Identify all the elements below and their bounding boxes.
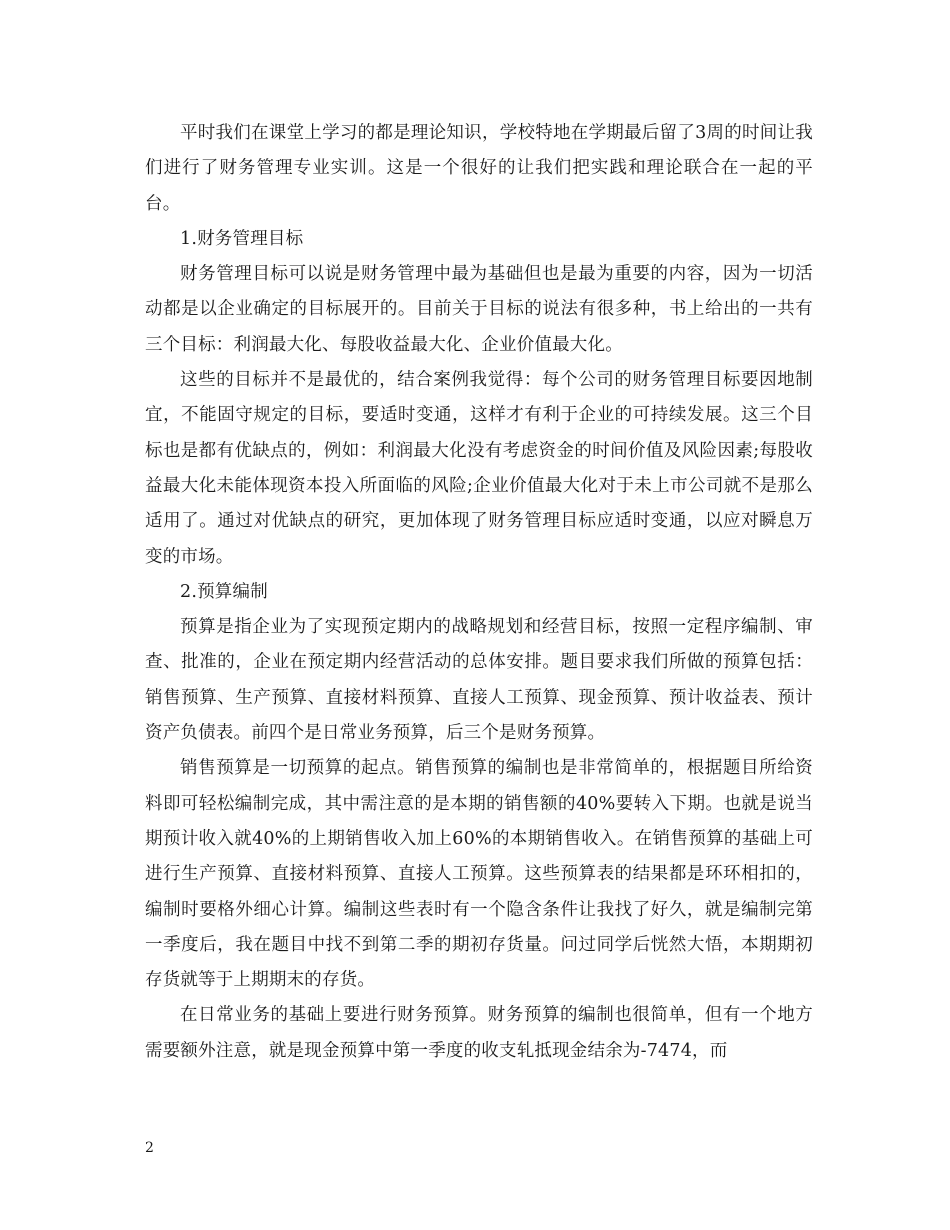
section-heading-financial-goal: 1.财务管理目标 [180, 228, 304, 249]
document-body [145, 116, 813, 1069]
paragraph-financial-goal: 财务管理目标可以说是财务管理中最为基础但也是最为重要的内容，因为一切活动都是以企业确定的目标展开的。目前关于目标的说法有很多种，书上给出的一共有三个目标：利润最大化、每股收益最大化、企业价值最大化。 [145, 264, 813, 355]
paragraph-budget-definition: 预算是指企业为了实现预定期内的战略规划和经营目标，按照一定程序编制、审查、批准的，企业在预定期内经营活动的总体安排。题目要求我们所做的预算包括：销售预算、生产预算、直接材料预算、直接人工预算、现金预算、预计收益表、预计资产负债表。前四个是日常业务预算，后三个是财务预算。 [145, 617, 813, 744]
paragraph-intro: 平时我们在课堂上学习的都是理论知识，学校特地在学期最后留了3周的时间让我们进行了财务管理专业实训。这是一个很好的让我们把实践和理论联合在一起的平台。 [145, 123, 813, 214]
paragraph-sales-budget: 销售预算是一切预算的起点。销售预算的编制也是非常简单的，根据题目所给资料即可轻松编制完成，其中需注意的是本期的销售额的40%要转入下期。也就是说当期预计收入就40%的上期销售收入加上60%的本期销售收入。在销售预算的基础上可进行生产预算、直接材料预算、直接人工预算。这些预算表的结果都是环环相扣的，编制时要格外细心计算。编制这些表时有一个隐含条件让我找了好久，就是编制完第一季度后，我在题目中找不到第二季的期初存货量。问过同学后恍然大悟，本期期初存货就等于上期期末的存货。 [145, 758, 813, 991]
section-heading-budgeting: 2.预算编制 [180, 581, 268, 602]
paragraph-financial-budget: 在日常业务的基础上要进行财务预算。财务预算的编制也很简单，但有一个地方需要额外注意，就是现金预算中第一季度的收支轧抵现金结余为-7474，而 [145, 1005, 813, 1061]
paragraph-goal-analysis: 这些的目标并不是最优的，结合案例我觉得：每个公司的财务管理目标要因地制宜，不能固守规定的目标，要适时变通，这样才有利于企业的可持续发展。这三个目标也是都有优缺点的，例如：利润最大化没有考虑资金的时间价值及风险因素;每股收益最大化未能体现资本投入所面临的风险;企业价值最大化对于未上市公司就不是那么适用了。通过对优缺点的研究，更加体现了财务管理目标应适时变通，以应对瞬息万变的市场。 [145, 370, 813, 567]
page-number: 2 [145, 1140, 154, 1156]
